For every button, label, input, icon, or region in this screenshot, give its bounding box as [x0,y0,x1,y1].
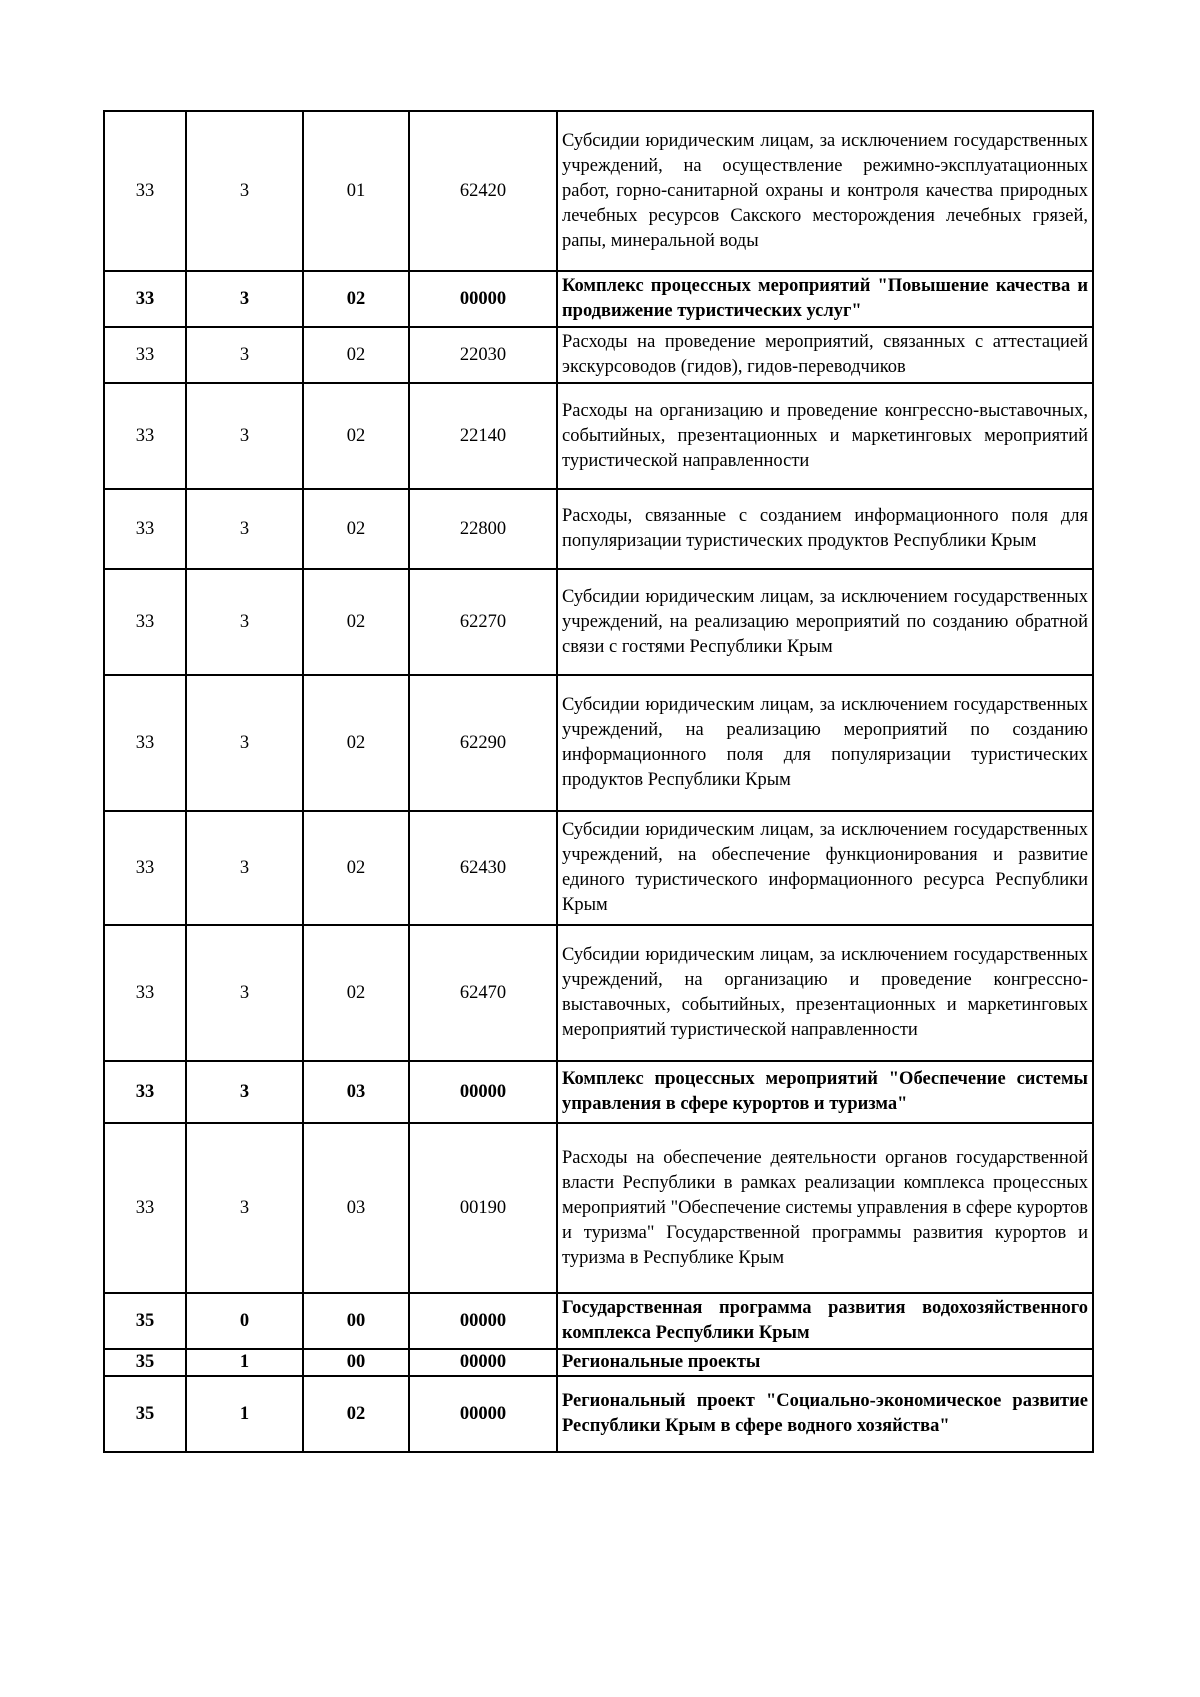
event-code-cell: 02 [303,569,409,675]
table-row [104,1293,1093,1349]
program-code-cell: 33 [104,327,186,383]
subprogram-code-cell: 0 [186,1293,303,1349]
program-code-cell: 33 [104,1123,186,1293]
table-body [104,111,1093,1452]
subprogram-code-cell: 3 [186,111,303,271]
direction-code-cell: 62270 [409,569,557,675]
program-code-cell: 33 [104,489,186,569]
description-cell: Региональные проекты [557,1349,1093,1376]
subprogram-code-cell: 3 [186,811,303,925]
table-row [104,111,1093,271]
budget-codes-table [103,110,1094,1453]
table-row [104,327,1093,383]
subprogram-code-cell: 3 [186,569,303,675]
subprogram-code-cell: 3 [186,1123,303,1293]
subprogram-code-cell: 3 [186,271,303,327]
event-code-cell: 02 [303,489,409,569]
program-code-cell: 33 [104,111,186,271]
program-code-cell: 33 [104,569,186,675]
description-cell: Расходы на обеспечение деятельности органов государственной власти Республики в рамках реализации комплекса процессных мероприятий "Обеспечение системы управления в сфере курортов и туризма" Государственной программы развития курортов и туризма в Республике Крым [557,1123,1093,1293]
direction-code-cell: 00000 [409,1061,557,1123]
description-cell: Субсидии юридическим лицам, за исключением государственных учреждений, на обеспечение функционирования и развитие единого туристического информационного ресурса Республики Крым [557,811,1093,925]
subprogram-code-cell: 3 [186,675,303,811]
direction-code-cell: 62470 [409,925,557,1061]
direction-code-cell: 62430 [409,811,557,925]
event-code-cell: 02 [303,383,409,489]
direction-code-cell: 22030 [409,327,557,383]
program-code-cell: 33 [104,1061,186,1123]
event-code-cell: 02 [303,925,409,1061]
subprogram-code-cell: 3 [186,383,303,489]
table-row [104,1376,1093,1452]
description-cell: Расходы, связанные с созданием информационного поля для популяризации туристических продуктов Республики Крым [557,489,1093,569]
subprogram-code-cell: 3 [186,327,303,383]
description-cell: Субсидии юридическим лицам, за исключением государственных учреждений, на реализацию мероприятий по созданию информационного поля для популяризации туристических продуктов Республики Крым [557,675,1093,811]
program-code-cell: 33 [104,383,186,489]
event-code-cell: 00 [303,1349,409,1376]
event-code-cell: 00 [303,1293,409,1349]
event-code-cell: 02 [303,1376,409,1452]
table-row [104,1061,1093,1123]
description-cell: Комплекс процессных мероприятий "Обеспечение системы управления в сфере курортов и туризма" [557,1061,1093,1123]
program-code-cell: 33 [104,675,186,811]
event-code-cell: 03 [303,1061,409,1123]
subprogram-code-cell: 1 [186,1376,303,1452]
table-row [104,1349,1093,1376]
direction-code-cell: 22140 [409,383,557,489]
direction-code-cell: 00000 [409,271,557,327]
table-row [104,1123,1093,1293]
direction-code-cell: 00000 [409,1376,557,1452]
event-code-cell: 02 [303,811,409,925]
description-cell: Расходы на проведение мероприятий, связанных с аттестацией экскурсоводов (гидов), гидов-переводчиков [557,327,1093,383]
subprogram-code-cell: 3 [186,489,303,569]
description-cell: Комплекс процессных мероприятий "Повышение качества и продвижение туристических услуг" [557,271,1093,327]
direction-code-cell: 00000 [409,1349,557,1376]
program-code-cell: 35 [104,1349,186,1376]
description-cell: Государственная программа развития водохозяйственного комплекса Республики Крым [557,1293,1093,1349]
table-row [104,569,1093,675]
description-cell: Субсидии юридическим лицам, за исключением государственных учреждений, на осуществление режимно-эксплуатационных работ, горно-санитарной охраны и контроля качества природных лечебных ресурсов Сакского месторождения лечебных грязей, рапы, минеральной воды [557,111,1093,271]
table-row [104,383,1093,489]
event-code-cell: 02 [303,675,409,811]
direction-code-cell: 00190 [409,1123,557,1293]
program-code-cell: 33 [104,811,186,925]
program-code-cell: 35 [104,1376,186,1452]
table-row [104,489,1093,569]
table-row [104,675,1093,811]
description-cell: Расходы на организацию и проведение конгрессно-выставочных, событийных, презентационных и маркетинговых мероприятий туристической направленности [557,383,1093,489]
table-row [104,925,1093,1061]
subprogram-code-cell: 3 [186,925,303,1061]
program-code-cell: 33 [104,925,186,1061]
program-code-cell: 35 [104,1293,186,1349]
direction-code-cell: 00000 [409,1293,557,1349]
event-code-cell: 02 [303,271,409,327]
subprogram-code-cell: 3 [186,1061,303,1123]
direction-code-cell: 62290 [409,675,557,811]
direction-code-cell: 62420 [409,111,557,271]
description-cell: Субсидии юридическим лицам, за исключением государственных учреждений, на организацию и проведение конгрессно-выставочных, событийных, презентационных и маркетинговых мероприятий туристической направленности [557,925,1093,1061]
description-cell: Региональный проект "Социально-экономическое развитие Республики Крым в сфере водного хозяйства" [557,1376,1093,1452]
table-row [104,271,1093,327]
subprogram-code-cell: 1 [186,1349,303,1376]
table-row [104,811,1093,925]
direction-code-cell: 22800 [409,489,557,569]
program-code-cell: 33 [104,271,186,327]
event-code-cell: 01 [303,111,409,271]
event-code-cell: 02 [303,327,409,383]
event-code-cell: 03 [303,1123,409,1293]
description-cell: Субсидии юридическим лицам, за исключением государственных учреждений, на реализацию мероприятий по созданию обратной связи с гостями Республики Крым [557,569,1093,675]
